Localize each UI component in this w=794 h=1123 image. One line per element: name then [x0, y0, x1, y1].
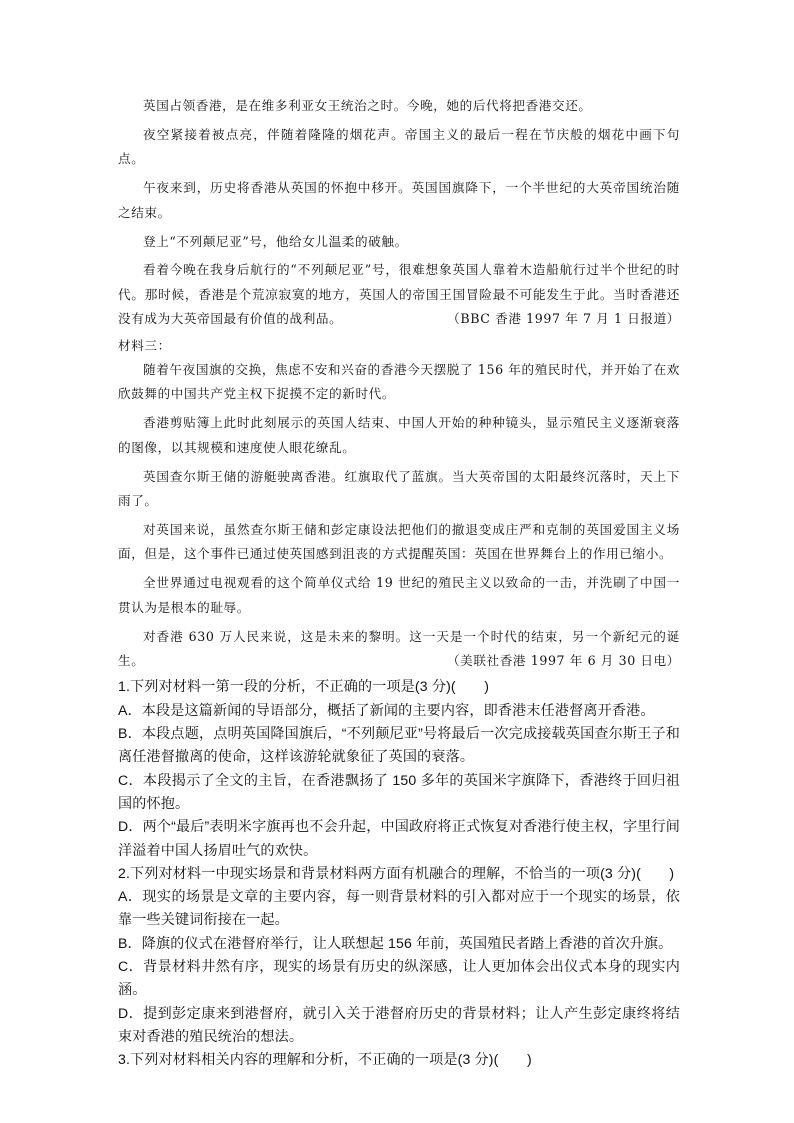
news-source: （BBC 香港 1997 年 7 月 1 日报道） [447, 311, 680, 327]
material-heading: 材料三： [118, 337, 171, 353]
exam-page [118, 94, 680, 1071]
material-three-section [118, 334, 680, 674]
question [118, 862, 680, 1048]
question-stem: 2.下列对材料一中现实场景和背景材料两方面有机融合的理解，不恰当的一项(3 分)( ) [118, 864, 675, 881]
question [118, 675, 680, 861]
material-paragraph: 香港剪贴簿上此时此刻展示的英国人结束、中国人开始的种种镜头，显示殖民主义逐渐衰落的图像，以其规模和速度使人眼花缭乱。 [118, 415, 680, 455]
question-stem: 1.下列对材料一第一段的分析，不正确的一项是(3 分)( ) [118, 678, 490, 695]
material-paragraph: 随着午夜国旗的交换，焦虑不安和兴奋的香港今天摆脱了 156 年的殖民时代，并开始了在欢欣鼓舞的中国共产党主权下捉摸不定的新时代。 [118, 362, 680, 402]
material-paragraph-text: 对香港 630 万人民来说，这是未来的黎明。这一天是一个时代的结束，另一个新纪元的诞生。 [118, 628, 680, 669]
question-option: D．两个“最后”表明米字旗再也不会升起，中国政府将正式恢复对香港行使主权，字里行间洋溢着中国人扬眉吐气的欢快。 [118, 818, 680, 858]
question-option: C．背景材料井然有序，现实的场景有历史的纵深感，让人更加体会出仪式本身的现实内涵。 [118, 958, 680, 998]
material-paragraph: 英国占领香港，是在维多利亚女王统治之时。今晚，她的后代将把香港交还。 [143, 98, 592, 113]
material-paragraph: 午夜来到，历史将香港从英国的怀抱中移开。英国国旗降下，一个半世纪的大英帝国统治随之结束。 [118, 180, 680, 220]
material-paragraph: 对英国来说，虽然查尔斯王储和彭定康设法把他们的撤退变成庄严和克制的英国爱国主义场面，但是，这个事件已通过使英国感到沮丧的方式提醒英国：英国在世界舞台上的作用已缩小。 [118, 522, 680, 562]
question [118, 1048, 680, 1071]
material-paragraph: 登上“不列颠尼亚”号，他给女儿温柔的破触。 [143, 233, 408, 249]
question-option: B．本段点题，点明英国降国旗后，“不列颠尼亚”号将最后一次完成接载英国查尔斯王子和离任港督撤离的使命，这样该游轮就象征了英国的衰落。 [118, 725, 680, 765]
news-source: （美联社香港 1997 年 6 月 30 日电） [446, 653, 680, 669]
material-two-section [118, 94, 680, 332]
question-option: C．本段揭示了全文的主旨，在香港飘扬了 150 多年的英国米字旗降下，香港终于回归祖国的怀抱。 [118, 771, 680, 811]
question-option: A．本段是这篇新闻的导语部分，概括了新闻的主要内容，即香港末任港督离开香港。 [118, 701, 655, 718]
material-paragraph [118, 258, 680, 331]
material-paragraph: 英国查尔斯王储的游艇驶离香港。红旗取代了蓝旗。当大英帝国的太阳最终沉落时，天上下雨了。 [118, 468, 680, 509]
material-paragraph-text: 看着今晚在我身后航行的“不列颠尼亚”号，很难想象英国人靠着木造船航行过半个世纪的时代。那时候，香港是个荒凉寂寞的地方，英国人的帝国王国冒险最不可能发生于此。当时香港还没有成为大英帝国最有价值的战利品。 [118, 262, 680, 327]
material-paragraph: 全世界通过电视观看的这个简单仪式给 19 世纪的殖民主义以致命的一击，并洗刷了中国一贯认为是根本的耻辱。 [118, 575, 680, 615]
material-paragraph: 夜空紧接着被点亮，伴随着隆隆的烟花声。帝国主义的最后一程在节庆般的烟花中画下句点。 [118, 126, 680, 167]
material-paragraph [118, 625, 680, 674]
question-stem: 3.下列对材料相关内容的理解和分析，不正确的一项是(3 分)( ) [118, 1051, 532, 1068]
question-option: A．现实的场景是文章的主要内容，每一则背景材料的引入都对应于一个现实的场景，依靠一些关键词衔接在一起。 [118, 888, 680, 928]
question-option: B．降旗的仪式在港督府举行，让人联想起 156 年前，英国殖民者踏上香港的首次升旗。 [118, 934, 673, 951]
question-option: D．提到彭定康来到港督府，就引入关于港督府历史的背景材料；让人产生彭定康终将结束对香港的殖民统治的想法。 [118, 1004, 680, 1044]
questions-section [118, 675, 680, 1071]
